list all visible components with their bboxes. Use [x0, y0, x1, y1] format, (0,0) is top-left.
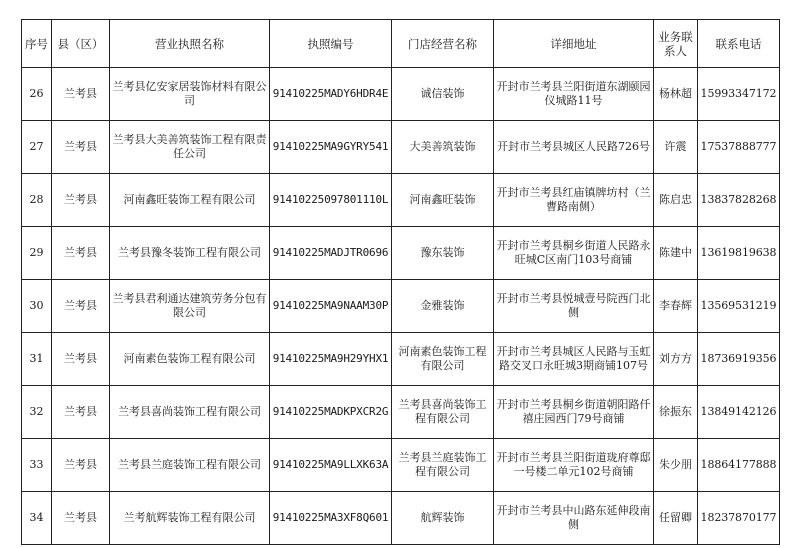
- cell-contact: 陈建中: [654, 227, 698, 280]
- cell-county: 兰考县: [52, 333, 110, 386]
- cell-phone: 18864177888: [698, 439, 780, 492]
- cell-county: 兰考县: [52, 68, 110, 121]
- cell-license-name: 河南鑫旺装饰工程有限公司: [110, 174, 270, 227]
- cell-address: 开封市兰考县桐乡街道朝阳路仟禧庄园西门79号商铺: [494, 386, 654, 439]
- cell-county: 兰考县: [52, 174, 110, 227]
- table-row: [22, 280, 780, 333]
- cell-address: 开封市兰考县中山路东延伸段南侧: [494, 492, 654, 545]
- cell-phone: 13837828268: [698, 174, 780, 227]
- table-row: [22, 333, 780, 386]
- cell-store: 航辉装饰: [392, 492, 494, 545]
- cell-no: 28: [22, 174, 52, 227]
- cell-county: 兰考县: [52, 121, 110, 174]
- registry-table: [21, 19, 780, 545]
- table-row: [22, 121, 780, 174]
- cell-address: 开封市兰考县兰阳街道东湖颐园仪城路11号: [494, 68, 654, 121]
- header-phone: 联系电话: [698, 20, 780, 68]
- cell-no: 32: [22, 386, 52, 439]
- cell-contact: 刘方方: [654, 333, 698, 386]
- header-contact: 业务联系人: [654, 20, 698, 68]
- cell-address: 开封市兰考县城区人民路726号: [494, 121, 654, 174]
- cell-license-no: 91410225MA9LLXK63A: [270, 439, 392, 492]
- table-row: [22, 174, 780, 227]
- cell-county: 兰考县: [52, 492, 110, 545]
- cell-no: 33: [22, 439, 52, 492]
- cell-store: 大美善筑装饰: [392, 121, 494, 174]
- cell-address: 开封市兰考县兰阳街道珑府尊邸一号楼二单元102号商铺: [494, 439, 654, 492]
- header-row: [22, 20, 780, 68]
- cell-license-name: 兰考县喜尚装饰工程有限公司: [110, 386, 270, 439]
- table-row: [22, 492, 780, 545]
- table-row: [22, 227, 780, 280]
- cell-store: 豫东装饰: [392, 227, 494, 280]
- cell-phone: 13619819638: [698, 227, 780, 280]
- cell-county: 兰考县: [52, 386, 110, 439]
- cell-address: 开封市兰考县红庙镇牌坊村（兰曹路南侧）: [494, 174, 654, 227]
- cell-license-name: 兰考县君利通达建筑劳务分包有限公司: [110, 280, 270, 333]
- cell-no: 26: [22, 68, 52, 121]
- cell-address: 开封市兰考县悦城壹号院西门北侧: [494, 280, 654, 333]
- cell-store: 兰考县喜尚装饰工程有限公司: [392, 386, 494, 439]
- cell-county: 兰考县: [52, 280, 110, 333]
- cell-contact: 李春辉: [654, 280, 698, 333]
- cell-address: 开封市兰考县桐乡街道人民路永旺城C区南门103号商铺: [494, 227, 654, 280]
- cell-store: 诚信装饰: [392, 68, 494, 121]
- header-county: 县（区）: [52, 20, 110, 68]
- cell-contact: 徐振东: [654, 386, 698, 439]
- cell-license-no: 91410225MADKPXCR2G: [270, 386, 392, 439]
- cell-license-no: 91410225MADY6HDR4E: [270, 68, 392, 121]
- cell-license-no: 91410225MA9NAAM30P: [270, 280, 392, 333]
- table-row: [22, 386, 780, 439]
- cell-no: 27: [22, 121, 52, 174]
- registry-table-wrapper: [21, 19, 780, 545]
- cell-contact: 陈启忠: [654, 174, 698, 227]
- cell-license-name: 兰考县大美善筑装饰工程有限责任公司: [110, 121, 270, 174]
- cell-license-no: 91410225MA9GYRY541: [270, 121, 392, 174]
- cell-license-name: 兰考县豫冬装饰工程有限公司: [110, 227, 270, 280]
- cell-license-no: 91410225MA9H29YHX1: [270, 333, 392, 386]
- cell-license-name: 兰考县兰庭装饰工程有限公司: [110, 439, 270, 492]
- cell-license-no: 91410225097801110L: [270, 174, 392, 227]
- cell-license-name: 兰考航辉装饰工程有限公司: [110, 492, 270, 545]
- cell-license-name: 河南素色装饰工程有限公司: [110, 333, 270, 386]
- cell-phone: 15993347172: [698, 68, 780, 121]
- cell-phone: 17537888777: [698, 121, 780, 174]
- cell-store: 河南素色装饰工程有限公司: [392, 333, 494, 386]
- cell-no: 29: [22, 227, 52, 280]
- header-license-name: 营业执照名称: [110, 20, 270, 68]
- header-license-no: 执照编号: [270, 20, 392, 68]
- header-address: 详细地址: [494, 20, 654, 68]
- cell-contact: 许震: [654, 121, 698, 174]
- cell-no: 34: [22, 492, 52, 545]
- cell-store: 金雅装饰: [392, 280, 494, 333]
- header-no: 序号: [22, 20, 52, 68]
- cell-address: 开封市兰考县城区人民路与玉虹路交叉口永旺城3期商铺107号: [494, 333, 654, 386]
- cell-phone: 18237870177: [698, 492, 780, 545]
- table-row: [22, 439, 780, 492]
- cell-store: 河南鑫旺装饰: [392, 174, 494, 227]
- cell-no: 31: [22, 333, 52, 386]
- cell-county: 兰考县: [52, 439, 110, 492]
- cell-county: 兰考县: [52, 227, 110, 280]
- cell-contact: 朱少朋: [654, 439, 698, 492]
- cell-license-no: 91410225MA3XF8Q601: [270, 492, 392, 545]
- cell-no: 30: [22, 280, 52, 333]
- cell-license-no: 91410225MADJTR0696: [270, 227, 392, 280]
- cell-license-name: 兰考县亿安家居装饰材料有限公司: [110, 68, 270, 121]
- table-row: [22, 68, 780, 121]
- cell-contact: 杨林超: [654, 68, 698, 121]
- cell-phone: 13569531219: [698, 280, 780, 333]
- header-store: 门店经营名称: [392, 20, 494, 68]
- cell-store: 兰考县兰庭装饰工程有限公司: [392, 439, 494, 492]
- cell-phone: 13849142126: [698, 386, 780, 439]
- cell-contact: 任留卿: [654, 492, 698, 545]
- cell-phone: 18736919356: [698, 333, 780, 386]
